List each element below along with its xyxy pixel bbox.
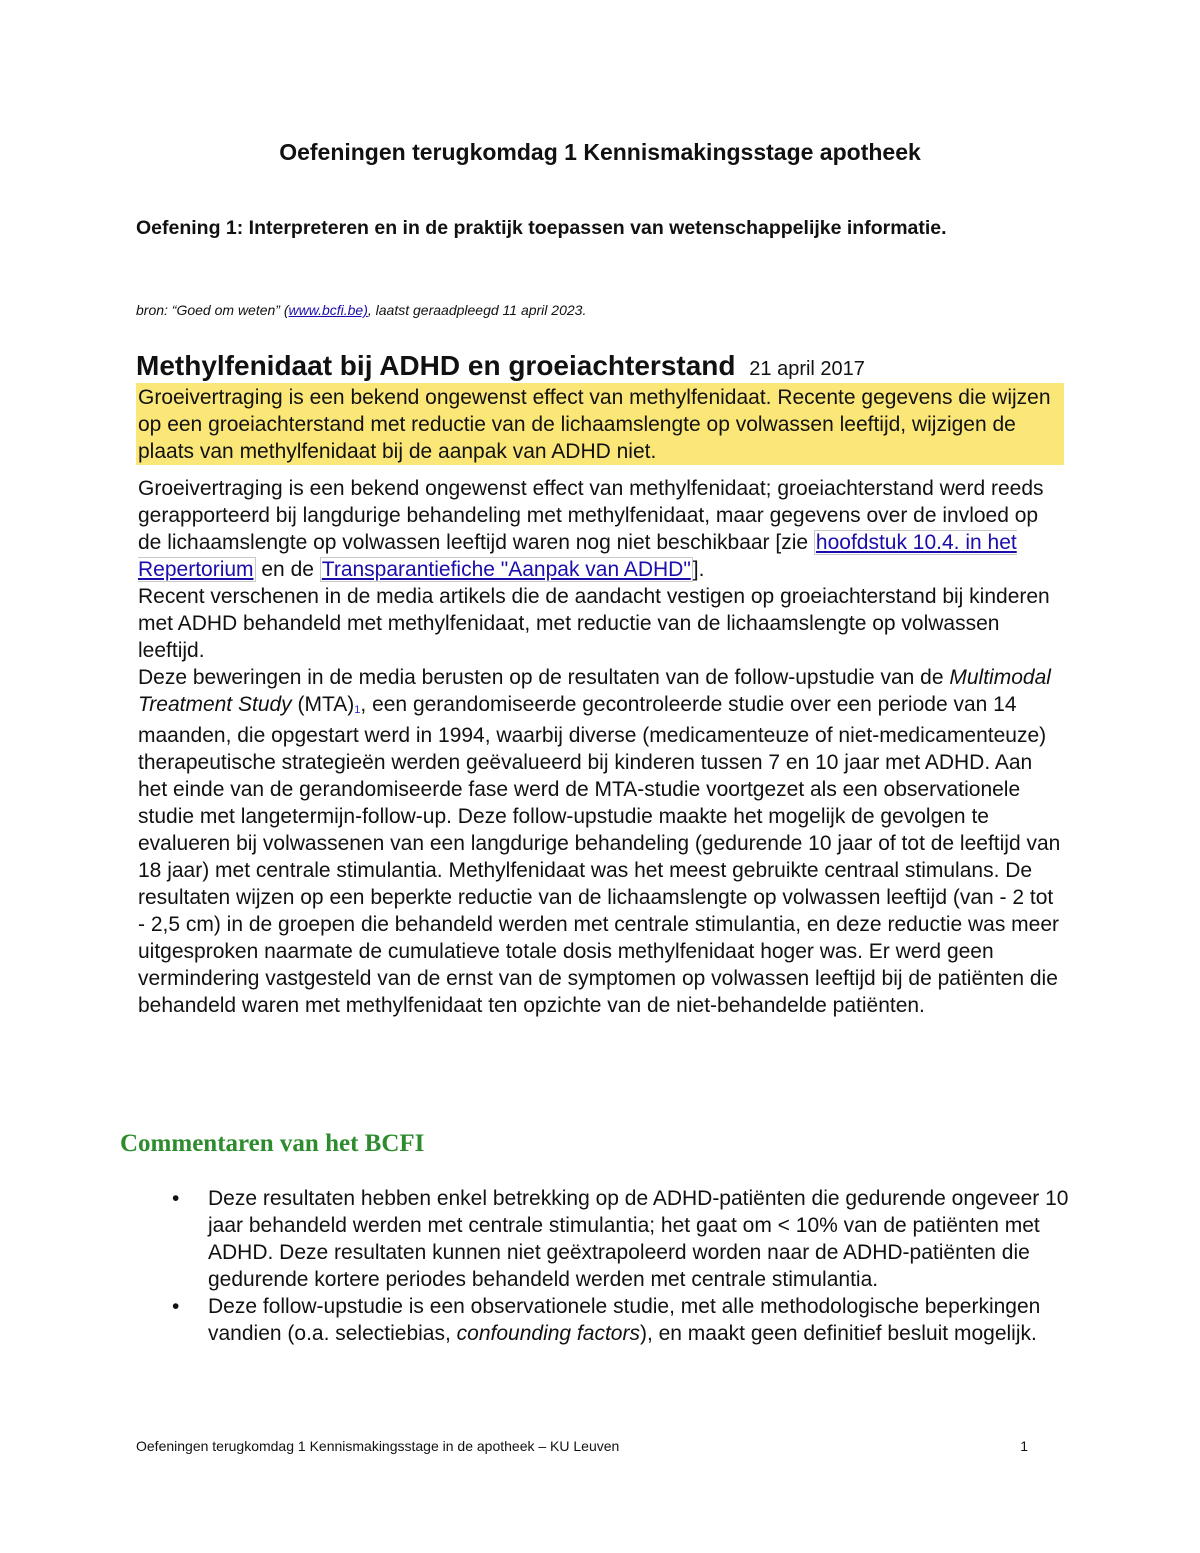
- paragraph-1: [138, 475, 1064, 583]
- transparantiefiche-link[interactable]: Transparantiefiche "Aanpak van ADHD": [321, 558, 691, 581]
- p1-text-after: ].: [692, 558, 705, 581]
- footer-text: Oefeningen terugkomdag 1 Kennismakingsstage in de apotheek – KU Leuven: [136, 1438, 620, 1454]
- bullet-icon: •: [172, 1187, 180, 1210]
- page-number: 1: [1020, 1438, 1028, 1454]
- bullet-2-text-before: Deze follow-upstudie is een observationele studie, met alle methodologische beperkingen vandien (o.a. selectiebias,: [208, 1295, 1041, 1345]
- page-footer: [136, 1438, 1028, 1454]
- article-body: [138, 475, 1064, 1019]
- p3-abbr: (MTA): [291, 693, 355, 716]
- p3-text-before: Deze beweringen in de media berusten op de resultaten van de follow-upstudie van de: [138, 666, 950, 689]
- paragraph-3: [138, 664, 1064, 1019]
- comments-heading: Commentaren van het BCFI: [120, 1130, 425, 1157]
- bullet-1-text: Deze resultaten hebben enkel betrekking op de ADHD-patiënten die gedurende ongeveer 10 jaar behandeld werden met centrale stimulantia; het gaat om < 10% van de patiënten met ADHD. Deze resultaten kunnen niet geëxtrapoleerd worden naar de ADHD-patiënten die gedurende kortere periodes behandeld werden met centrale stimulantia.: [208, 1187, 1069, 1291]
- article-title: [136, 350, 865, 382]
- repertorium-link[interactable]: hoofdstuk 10.4. in het Repertorium: [138, 531, 1017, 581]
- footnote-ref[interactable]: 1: [354, 704, 361, 716]
- source-link[interactable]: www.bcfi.be): [288, 302, 368, 318]
- p1-text-before: Groeivertraging is een bekend ongewenst effect van methylfenidaat; groeiachterstand werd reeds gerapporteerd bij langdurige behandeling met methylfenidaat, maar gegevens over de invloed op de lichaamslengte op volwassen leeftijd waren nog niet beschikbaar [zie: [138, 477, 1044, 554]
- list-item: [170, 1185, 1070, 1293]
- source-line: [136, 302, 586, 318]
- p3-text-after: , een gerandomiseerde gecontroleerde studie over een periode van 14 maanden, die opgestart werd in 1994, waarbij diverse (medicamenteuze of niet-medicamenteuze) therapeutische strategieën werden geëvalueerd bij kinderen tussen 7 en 10 jaar met ADHD. Aan het einde van de gerandomiseerde fase werd de MTA-studie voortgezet als een observationele studie met langetermijn-follow-up. Deze follow-upstudie maakte het mogelijk de gevolgen te evalueren bij volwassenen van een langdurige behandeling (gedurende 10 jaar of tot de leeftijd van 18 jaar) met centrale stimulantia. Methylfenidaat was het meest gebruikte centraal stimulans. De resultaten wijzen op een beperkte reductie van de lichaamslengte op volwassen leeftijd (van - 2 tot - 2,5 cm) in de groepen die behandeld werden met centrale stimulantia, en deze reductie was meer uitgesproken naarmate de cumulatieve totale dosis methylfenidaat hoger was. Er werd geen vermindering vastgesteld van de ernst van de symptomen op volwassen leeftijd bij de patiënten die behandeld waren met methylfenidaat ten opzichte van de niet-behandelde patiënten.: [138, 693, 1061, 1017]
- list-item: [170, 1293, 1070, 1347]
- p3-study-name: Multimodal Treatment Study: [138, 666, 1051, 716]
- comments-list: [170, 1185, 1070, 1347]
- source-prefix: bron: “Goed om weten” (: [136, 302, 289, 318]
- bullet-2-italic: confounding factors: [456, 1322, 640, 1345]
- article-date: 21 april 2017: [749, 358, 865, 380]
- bullet-2-text-after: ), en maakt geen definitief besluit mogelijk.: [639, 1322, 1037, 1345]
- bullet-icon: •: [172, 1295, 180, 1318]
- document-title: Oefeningen terugkomdag 1 Kennismakingsstage apotheek: [279, 139, 921, 165]
- article-title-text: Methylfenidaat bij ADHD en groeiachterstand: [136, 350, 736, 381]
- paragraph-2: Recent verschenen in de media artikels die de aandacht vestigen op groeiachterstand bij kinderen met ADHD behandeld met methylfenidaat, met reductie van de lichaamslengte op volwassen leeftijd.: [138, 585, 1050, 662]
- exercise-title: Oefening 1: Interpreteren en in de praktijk toepassen van wetenschappelijke informatie.: [136, 217, 947, 239]
- p1-text-mid: en de: [255, 558, 320, 581]
- article-summary: Groeivertraging is een bekend ongewenst effect van methylfenidaat. Recente gegevens die wijzen op een groeiachterstand met reductie van de lichaamslengte op volwassen leeftijd, wijzigen de plaats van methylfenidaat bij de aanpak van ADHD niet.: [138, 386, 1051, 463]
- source-suffix: , laatst geraadpleegd 11 april 2023.: [367, 302, 587, 318]
